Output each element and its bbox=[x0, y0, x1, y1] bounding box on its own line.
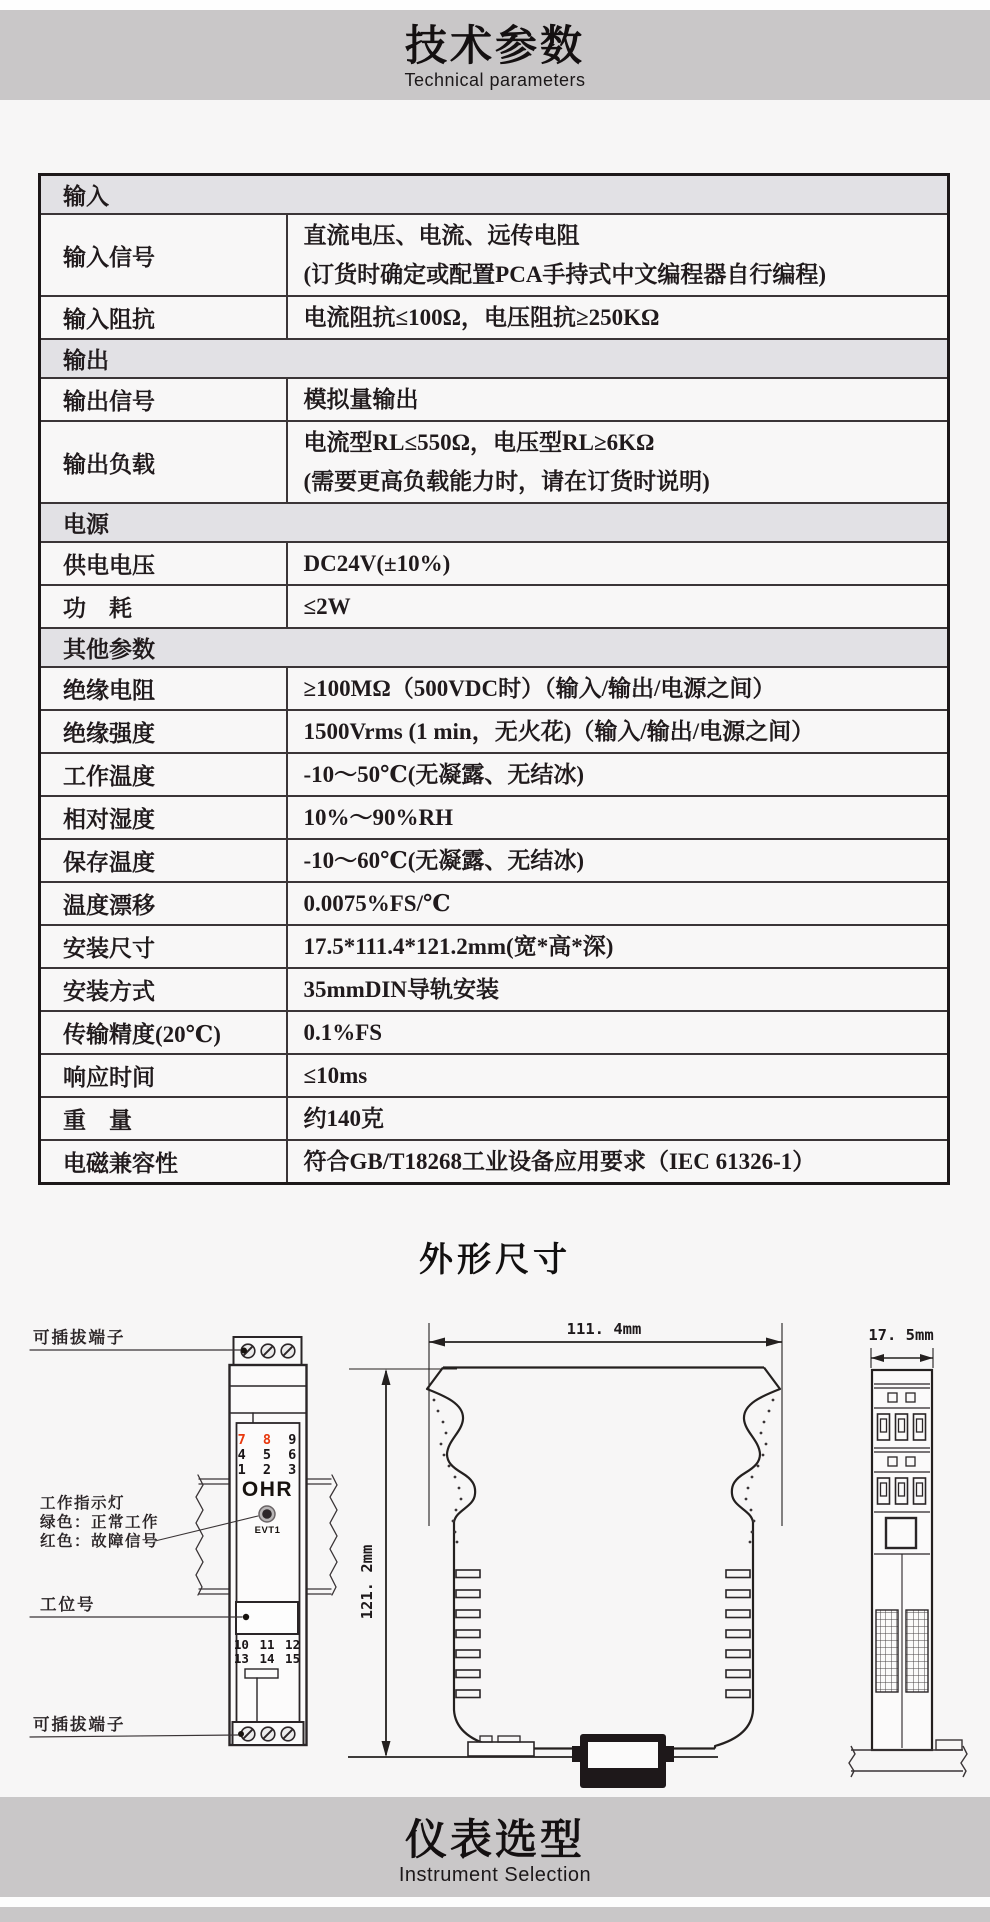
spec-value bbox=[287, 585, 949, 628]
terminal-numbers-black: 9 bbox=[271, 1432, 297, 1448]
spec-label: 供电电压 bbox=[40, 542, 287, 585]
spec-value bbox=[287, 968, 949, 1011]
spec-data-row bbox=[40, 542, 949, 585]
dimension-drawings bbox=[0, 1290, 990, 1800]
led-indicator bbox=[259, 1506, 275, 1522]
brand-logo: OHR bbox=[241, 1478, 294, 1501]
terminal-leader-dot-bottom bbox=[238, 1731, 244, 1737]
terminal-numbers-row1 bbox=[238, 1432, 297, 1448]
top-margin bbox=[0, 0, 990, 10]
spec-value-line: 直流电压、电流、远传电阻 bbox=[303, 223, 580, 248]
spec-label: 绝缘电阻 bbox=[40, 667, 287, 710]
spec-value-line: 0.1%FS bbox=[303, 1020, 383, 1045]
spec-label: 输入信号 bbox=[40, 214, 287, 296]
spec-value bbox=[287, 667, 949, 710]
spec-value bbox=[287, 1054, 949, 1097]
hidden-edge-dots bbox=[433, 1399, 775, 1544]
end-view-drawing bbox=[849, 1326, 967, 1777]
spec-value-line: 17.5*111.4*121.2mm(宽*高*深) bbox=[303, 934, 614, 959]
spec-data-row bbox=[40, 585, 949, 628]
spec-data-row bbox=[40, 925, 949, 968]
spec-value-line: 模拟量输出 bbox=[303, 387, 419, 412]
spec-section-row bbox=[40, 175, 949, 215]
spec-label: 温度漂移 bbox=[40, 882, 287, 925]
spec-data-row bbox=[40, 214, 949, 296]
spec-value-line: -10～50℃(无凝露、无结冰) bbox=[303, 762, 585, 787]
spec-data-row bbox=[40, 421, 949, 503]
spec-label: 安装尺寸 bbox=[40, 925, 287, 968]
spec-data-row bbox=[40, 378, 949, 421]
spec-value bbox=[287, 1140, 949, 1184]
spec-value bbox=[287, 214, 949, 296]
label-indicator-line3: 红色：故障信号 bbox=[40, 1533, 160, 1550]
spec-value bbox=[287, 796, 949, 839]
spec-label: 绝缘强度 bbox=[40, 710, 287, 753]
page-footer bbox=[0, 1797, 990, 1897]
dimensions-title: 外形尺寸 bbox=[419, 1241, 571, 1279]
footer-subtitle: Instrument Selection bbox=[398, 1864, 592, 1886]
spec-data-row bbox=[40, 968, 949, 1011]
spec-label: 输入阻抗 bbox=[40, 296, 287, 339]
spec-value-line: (订货时确定或配置PCA手持式中文编程器自行编程) bbox=[303, 262, 827, 287]
spec-value-line: 0.0075%FS/℃ bbox=[303, 891, 451, 916]
width-dimension-line bbox=[429, 1323, 782, 1526]
spec-value bbox=[287, 1011, 949, 1054]
spec-data-row bbox=[40, 1140, 949, 1184]
spec-value-line: ≤10ms bbox=[303, 1063, 368, 1088]
spec-section-row bbox=[40, 503, 949, 542]
footer-title: 仪表选型 bbox=[404, 1816, 585, 1863]
spec-value-line: ≥100MΩ（500VDC时）（输入/输出/电源之间） bbox=[303, 676, 776, 701]
label-pluggable-terminal-bottom: 可插拔端子 bbox=[33, 1716, 126, 1734]
spec-data-row bbox=[40, 667, 949, 710]
spec-label: 输出负载 bbox=[40, 421, 287, 503]
spec-value bbox=[287, 421, 949, 503]
model-label: EVT1 bbox=[254, 1525, 281, 1536]
depth-dimension-label: 17. 5mm bbox=[868, 1326, 934, 1344]
label-indicator-line1: 工作指示灯 bbox=[40, 1495, 126, 1512]
page-subtitle: Technical parameters bbox=[404, 70, 586, 90]
spec-value-line: 约140克 bbox=[303, 1106, 384, 1131]
front-view-drawing bbox=[30, 1327, 337, 1745]
spec-label: 电磁兼容性 bbox=[40, 1140, 287, 1184]
spec-value-line: (需要更高负载能力时，请在订货时说明) bbox=[303, 469, 710, 494]
height-dimension-label: 121. 2mm bbox=[358, 1544, 376, 1620]
spec-value bbox=[287, 1097, 949, 1140]
spec-value bbox=[287, 710, 949, 753]
footer-strip bbox=[0, 1907, 990, 1922]
terminal-numbers-row4: 10 11 12 bbox=[233, 1637, 301, 1652]
terminal-numbers-row3: 1 2 3 bbox=[237, 1462, 297, 1478]
page-title: 技术参数 bbox=[404, 22, 585, 69]
label-pluggable-terminal-top: 可插拔端子 bbox=[33, 1329, 126, 1347]
spec-data-row bbox=[40, 1097, 949, 1140]
spec-data-row bbox=[40, 796, 949, 839]
footer-gap bbox=[0, 1897, 990, 1907]
label-station-number: 工位号 bbox=[40, 1596, 96, 1614]
spec-value bbox=[287, 839, 949, 882]
terminal-screws-top bbox=[241, 1344, 295, 1358]
spec-data-row bbox=[40, 296, 949, 339]
spec-data-row bbox=[40, 882, 949, 925]
spec-value-line: -10～60℃(无凝露、无结冰) bbox=[303, 848, 585, 873]
spec-table bbox=[38, 173, 950, 1185]
page-header bbox=[0, 10, 990, 100]
spec-value-line: 1500Vrms (1 min，无火花)（输入/输出/电源之间） bbox=[303, 719, 815, 744]
spec-section-row bbox=[40, 628, 949, 667]
spec-label: 保存温度 bbox=[40, 839, 287, 882]
spec-section-label: 其他参数 bbox=[40, 628, 949, 667]
terminal-numbers-red: 7 8 bbox=[237, 1432, 272, 1448]
spec-value bbox=[287, 925, 949, 968]
spec-value bbox=[287, 753, 949, 796]
spec-data-row bbox=[40, 839, 949, 882]
vent-slots bbox=[456, 1570, 750, 1698]
spec-data-row bbox=[40, 1054, 949, 1097]
din-clip bbox=[468, 1734, 674, 1788]
spec-value-line: 电流型RL≤550Ω，电压型RL≥6KΩ bbox=[303, 430, 655, 455]
label-indicator-line2: 绿色：正常工作 bbox=[40, 1514, 160, 1531]
spec-label: 工作温度 bbox=[40, 753, 287, 796]
terminal-screws-bottom bbox=[241, 1727, 295, 1741]
spec-section-label: 输出 bbox=[40, 339, 949, 378]
spec-label: 重 量 bbox=[40, 1097, 287, 1140]
spec-label: 功 耗 bbox=[40, 585, 287, 628]
spec-data-row bbox=[40, 710, 949, 753]
spec-value-line: 符合GB/T18268工业设备应用要求（IEC 61326-1） bbox=[303, 1149, 816, 1174]
width-dimension-label: 111. 4mm bbox=[566, 1320, 642, 1338]
spec-data-row bbox=[40, 753, 949, 796]
height-dimension-line bbox=[348, 1369, 718, 1757]
spec-section-row bbox=[40, 339, 949, 378]
spec-label: 响应时间 bbox=[40, 1054, 287, 1097]
spec-data-row bbox=[40, 1011, 949, 1054]
spec-label: 安装方式 bbox=[40, 968, 287, 1011]
spec-value-line: 10%～90%RH bbox=[303, 805, 453, 830]
spec-value-line: 35mmDIN导轨安装 bbox=[303, 977, 499, 1002]
spec-section-label: 输入 bbox=[40, 175, 949, 215]
spec-label: 传输精度(20℃) bbox=[40, 1011, 287, 1054]
spec-label: 输出信号 bbox=[40, 378, 287, 421]
terminal-numbers-row2: 4 5 6 bbox=[237, 1447, 297, 1463]
spec-value-line: ≤2W bbox=[303, 594, 351, 619]
station-leader-dot bbox=[243, 1614, 249, 1620]
spec-value bbox=[287, 542, 949, 585]
side-view-drawing bbox=[348, 1320, 782, 1788]
spec-section-label: 电源 bbox=[40, 503, 949, 542]
spec-value-line: DC24V(±10%) bbox=[303, 551, 451, 576]
spec-value bbox=[287, 378, 949, 421]
spec-value bbox=[287, 882, 949, 925]
spec-value-line: 电流阻抗≤100Ω，电压阻抗≥250KΩ bbox=[303, 305, 660, 330]
terminal-numbers-row5: 13 14 15 bbox=[233, 1651, 301, 1666]
spec-value bbox=[287, 296, 949, 339]
spec-label: 相对湿度 bbox=[40, 796, 287, 839]
